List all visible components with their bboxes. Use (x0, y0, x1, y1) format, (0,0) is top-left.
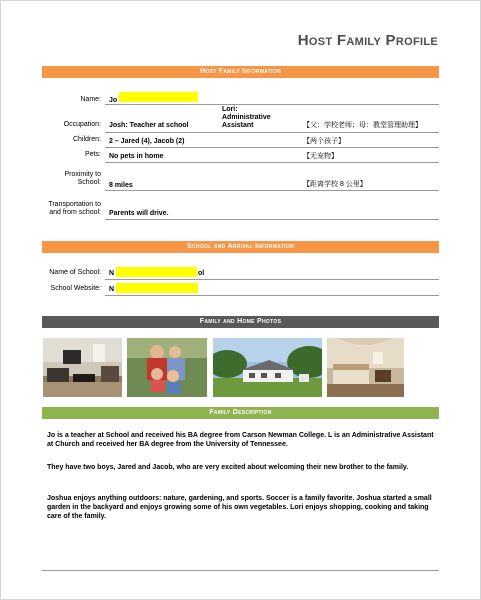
field-underline (105, 190, 439, 191)
section-header-description: Family Description (42, 407, 439, 419)
school-website-label: School Website: (50, 285, 101, 292)
field-underline (105, 295, 439, 296)
transport-value: Parents will drive. (109, 210, 169, 217)
name-value: Jo (109, 97, 118, 104)
children-translation: 【两个孩子】 (303, 138, 345, 145)
pets-value: No pets in home (109, 153, 164, 160)
section-header-photos: Family and Home Photos (42, 316, 439, 328)
page-title: Host Family Profile (297, 32, 438, 49)
pets-translation: 【无宠物】 (303, 153, 338, 160)
field-underline (105, 279, 439, 280)
proximity-translation: 【距离学校 8 公里】 (303, 181, 367, 188)
proximity-value: 8 miles (109, 182, 133, 189)
redaction-highlight (119, 92, 198, 102)
children-label: Children: (72, 136, 101, 143)
occupation-value-josh: Josh: Teacher at school (109, 122, 189, 129)
field-underline (105, 147, 439, 148)
redaction-highlight (116, 267, 197, 277)
field-underline (105, 104, 439, 105)
living-room-photo (43, 338, 122, 397)
name-label: Name: (80, 96, 101, 103)
occupation-label: Occupation: (63, 121, 101, 128)
section-header-school: School and Arrival Information (42, 241, 439, 253)
field-underline (105, 162, 439, 163)
house-exterior-photo (213, 338, 322, 397)
family-portrait-photo (127, 338, 207, 397)
school-name-label: Name of School: (49, 269, 101, 276)
description-paragraph-3: Joshua enjoys anything outdoors: nature, gardening, and sports. Soccer is a family favorite. Joshua started a small garden in the backyard and enjoys growing some of his own vegetables. Lori enjoys shopping, cooking and taking care of the family. (47, 495, 432, 520)
field-underline (105, 219, 439, 220)
section-header-host-info: Host Family Information (42, 66, 439, 78)
redaction-highlight (116, 283, 198, 293)
proximity-label: Proximity to School: (64, 171, 101, 186)
children-value: 2 – Jared (4), Jacob (2) (109, 138, 185, 145)
transport-label: Transportation to and from school: (48, 201, 101, 216)
field-underline (105, 132, 439, 133)
school-website-value: N (109, 286, 115, 293)
school-name-value-end: ol (198, 270, 205, 277)
footer-rule (42, 570, 439, 571)
school-name-value-start: N (109, 270, 115, 277)
occupation-value-lori: Lori: Administrative Assistant (222, 106, 271, 129)
description-paragraph-1: Jo is a teacher at School and received his BA degree from Carson Newman College. L is an Administrative Assistant at Church and received her BA degree from the University of Tennessee. (47, 432, 434, 448)
occupation-translation: 【父：学校老师；母：教堂管理助理】 (303, 122, 422, 129)
pets-label: Pets: (85, 151, 101, 158)
description-paragraph-2: They have two boys, Jared and Jacob, who are very excited about welcoming their new brother to the family. (47, 464, 409, 471)
bedroom-photo (327, 338, 404, 397)
